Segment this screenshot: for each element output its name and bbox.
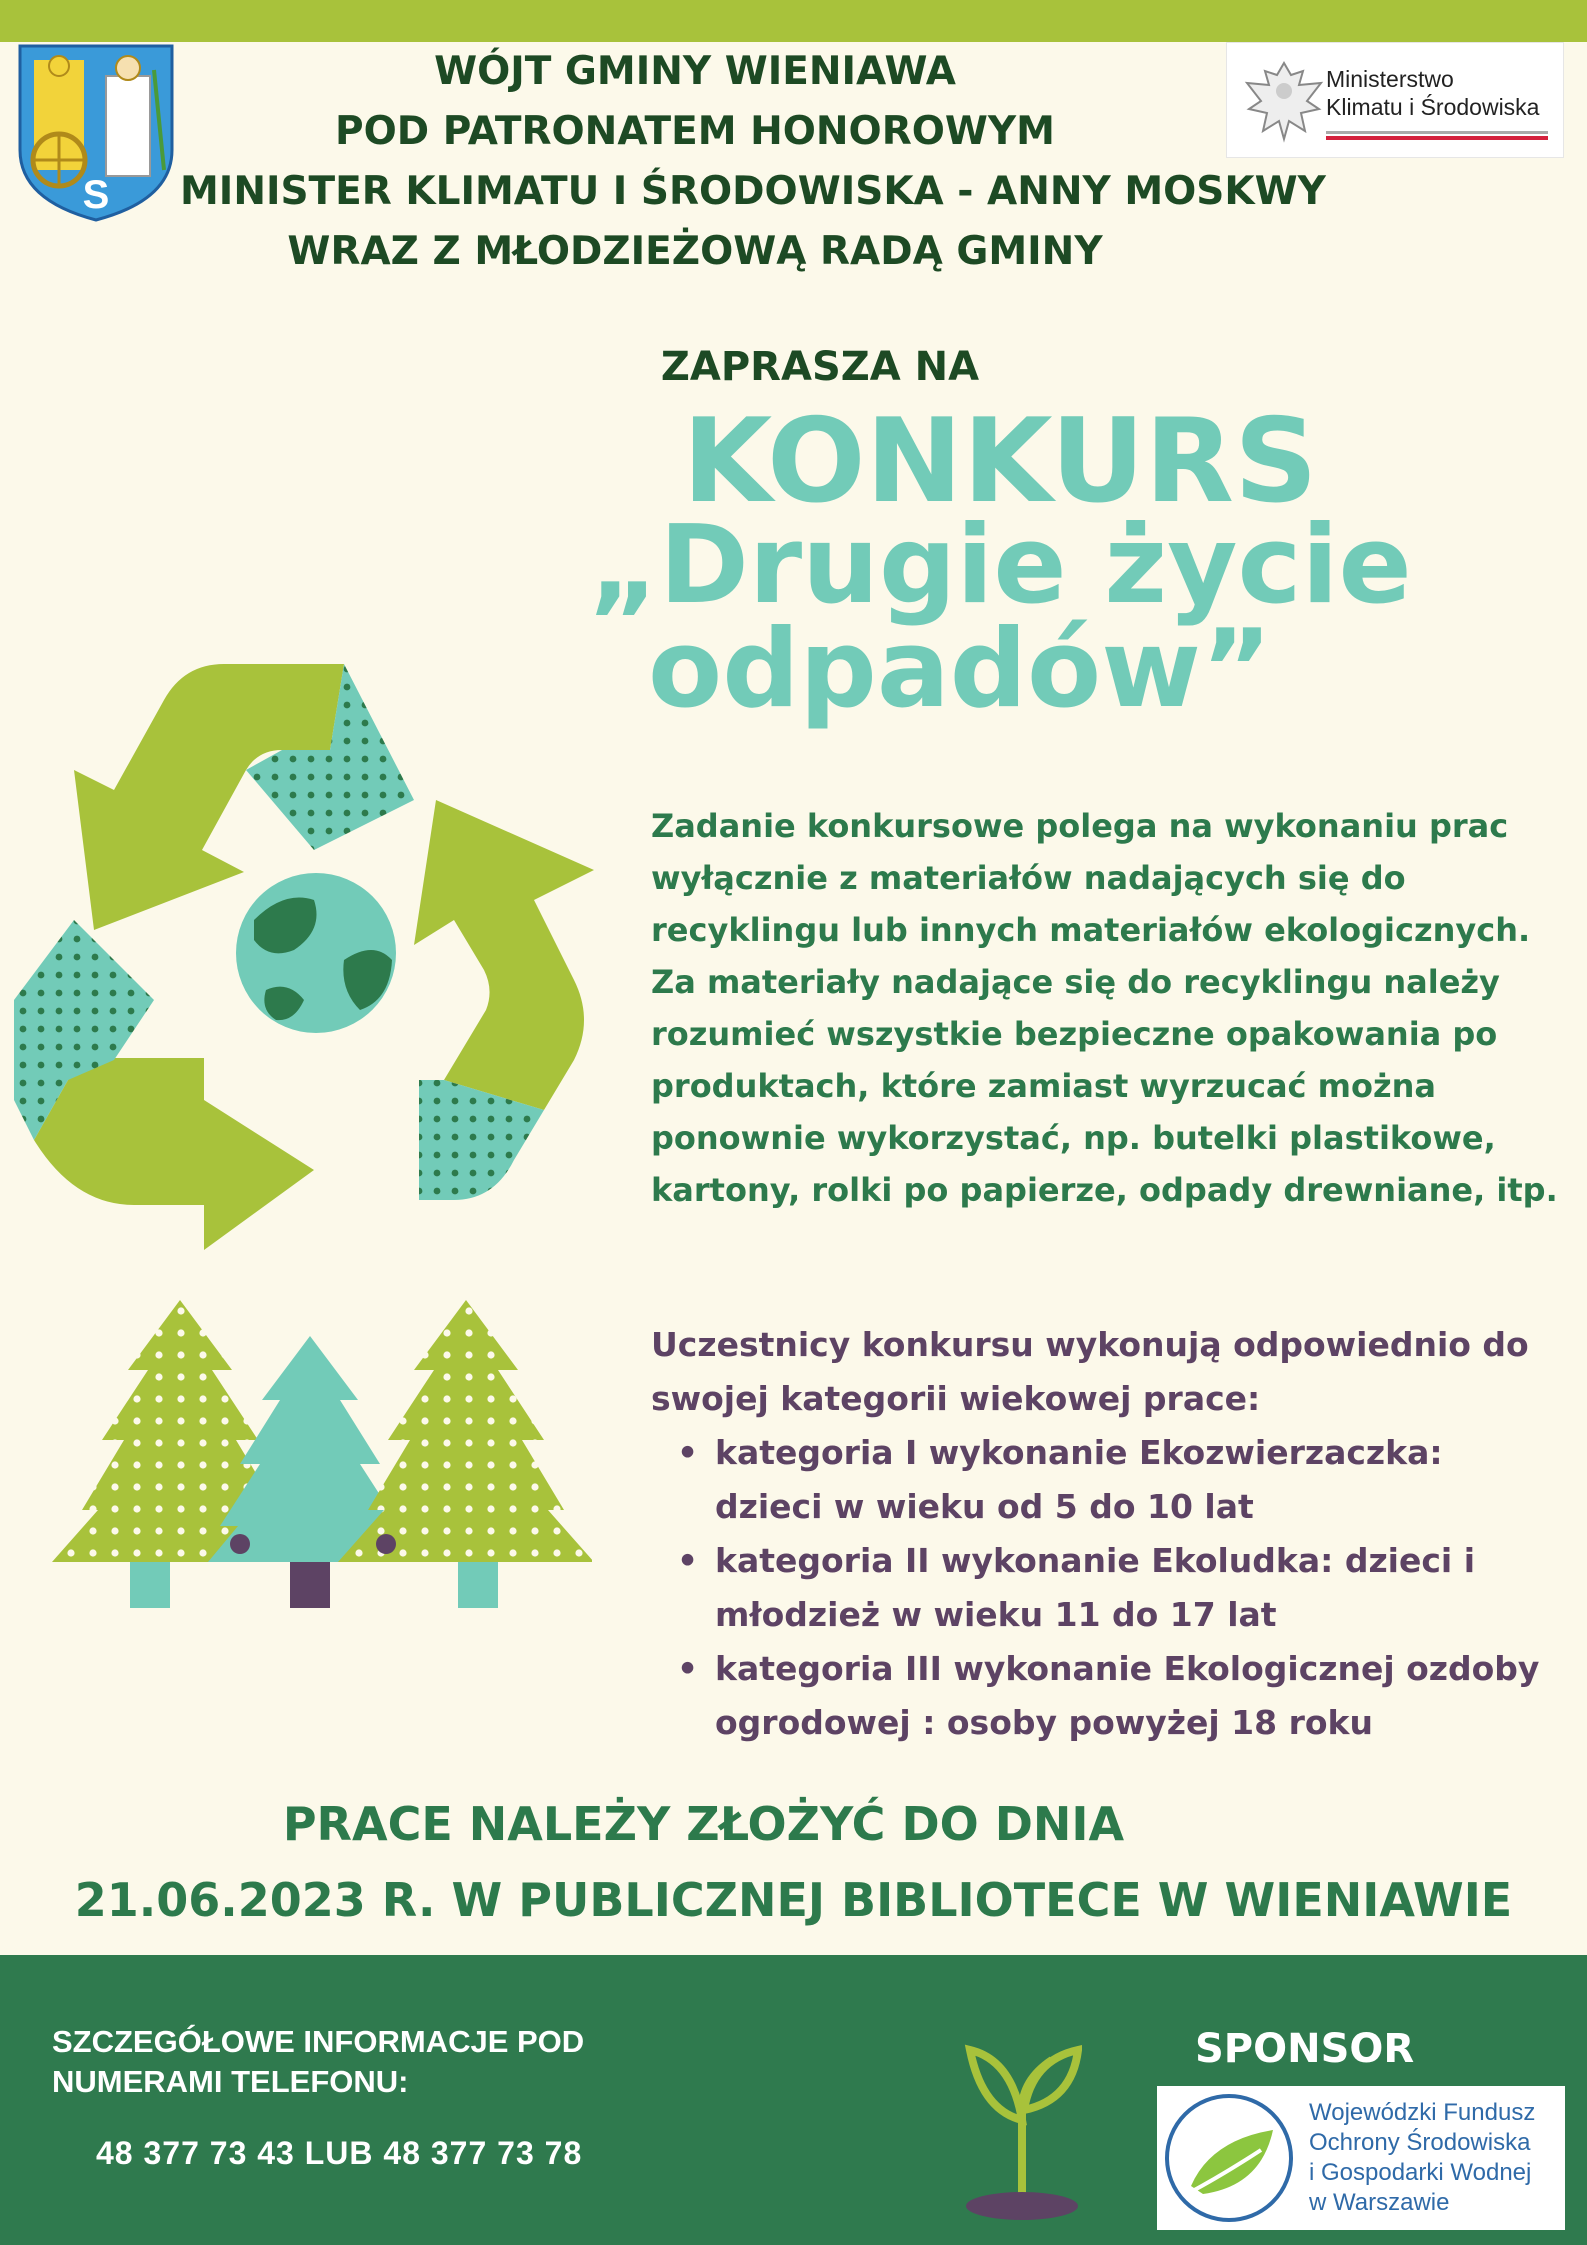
header-line-2: POD PATRONATEM HONOROWYM	[335, 109, 1055, 154]
sponsor-logo	[1157, 2086, 1565, 2230]
sponsor-name-line3: i Gospodarki Wodnej	[1309, 2159, 1532, 2186]
category-item: • kategoria I wykonanie Ekozwierzaczka: dzieci w wieku od 5 do 10 lat	[651, 1426, 1561, 1534]
sponsor-name-line4: w Warszawie	[1309, 2189, 1450, 2216]
wfosigw-logo-icon	[1161, 2090, 1297, 2226]
deadline-line-2: 21.06.2023 R. W PUBLICZNEJ BIBLIOTECE W WIENIAWIE	[74, 1873, 1513, 1927]
participants-intro: Uczestnicy konkursu wykonują odpowiednio do swojej kategorii wiekowej prace:	[651, 1325, 1529, 1418]
invite-text: ZAPRASZA NA	[660, 344, 980, 390]
header-line-1: WÓJT GMINY WIENIAWA	[434, 49, 956, 94]
deadline-line-1: PRACE NALEŻY ZŁOŻYĆ DO DNIA	[282, 1797, 1125, 1851]
contest-title	[540, 394, 1560, 732]
ministry-logo	[1226, 42, 1564, 158]
sprout-icon	[962, 2020, 1082, 2220]
globe-icon	[236, 873, 396, 1033]
ministry-name-line1: Ministerstwo	[1326, 66, 1454, 92]
top-accent-bar	[0, 0, 1587, 42]
contact-info-line2: NUMERAMI TELEFONU:	[52, 2064, 409, 2099]
sponsor-name-line2: Ochrony Środowiska	[1309, 2129, 1531, 2156]
header-line-4: WRAZ Z MŁODZIEŻOWĄ RADĄ GMINY	[287, 229, 1103, 274]
ministry-name-line2: Klimatu i Środowiska	[1326, 94, 1540, 120]
logo-rule-red	[1326, 136, 1548, 140]
sponsor-name-line1: Wojewódzki Fundusz	[1309, 2099, 1536, 2126]
title-line-1: KONKURS	[682, 394, 1318, 529]
category-item: • kategoria III wykonanie Ekologicznej ozdoby ogrodowej : osoby powyżej 18 roku	[651, 1642, 1561, 1750]
phone-numbers: 48 377 73 43 LUB 48 377 73 78	[96, 2135, 583, 2171]
municipal-crest-icon	[14, 40, 178, 224]
recycle-icon	[14, 660, 614, 1250]
deadline-notice	[0, 1786, 1587, 1938]
sponsor-label: SPONSOR	[1195, 2026, 1415, 2072]
trees-icon	[52, 1300, 592, 1612]
polish-eagle-icon	[1241, 57, 1327, 145]
participants-section	[651, 1318, 1561, 1750]
header-line-3: MINISTER KLIMATU I ŚRODOWISKA - ANNY MOSKWY	[180, 169, 1326, 214]
contact-info-line1: SZCZEGÓŁOWE INFORMACJE POD	[52, 2024, 585, 2059]
category-item: • kategoria II wykonanie Ekoludka: dzieci i młodzież w wieku 11 do 17 lat	[651, 1534, 1561, 1642]
svg-text:S: S	[82, 173, 110, 217]
category-list	[651, 1426, 1561, 1750]
title-line-3: odpadów”	[648, 607, 1272, 732]
title-line-2: „Drugie życie	[588, 503, 1412, 628]
logo-rule-grey	[1326, 131, 1548, 134]
contact-info-label	[52, 2022, 584, 2102]
organizer-header	[180, 42, 1326, 282]
task-description: Zadanie konkursowe polega na wykonaniu prac wyłącznie z materiałów nadających się do recyklingu lub innych materiałów ekologicznych. Za materiały nadające się do recyklingu należy rozumieć wszystkie bezpieczne opakowania po produktach, które zamiast wyrzucać można ponownie wykorzystać, np. butelki plastikowe, kartony, rolki po papierze, odpady drewniane, itp.	[651, 807, 1558, 1209]
